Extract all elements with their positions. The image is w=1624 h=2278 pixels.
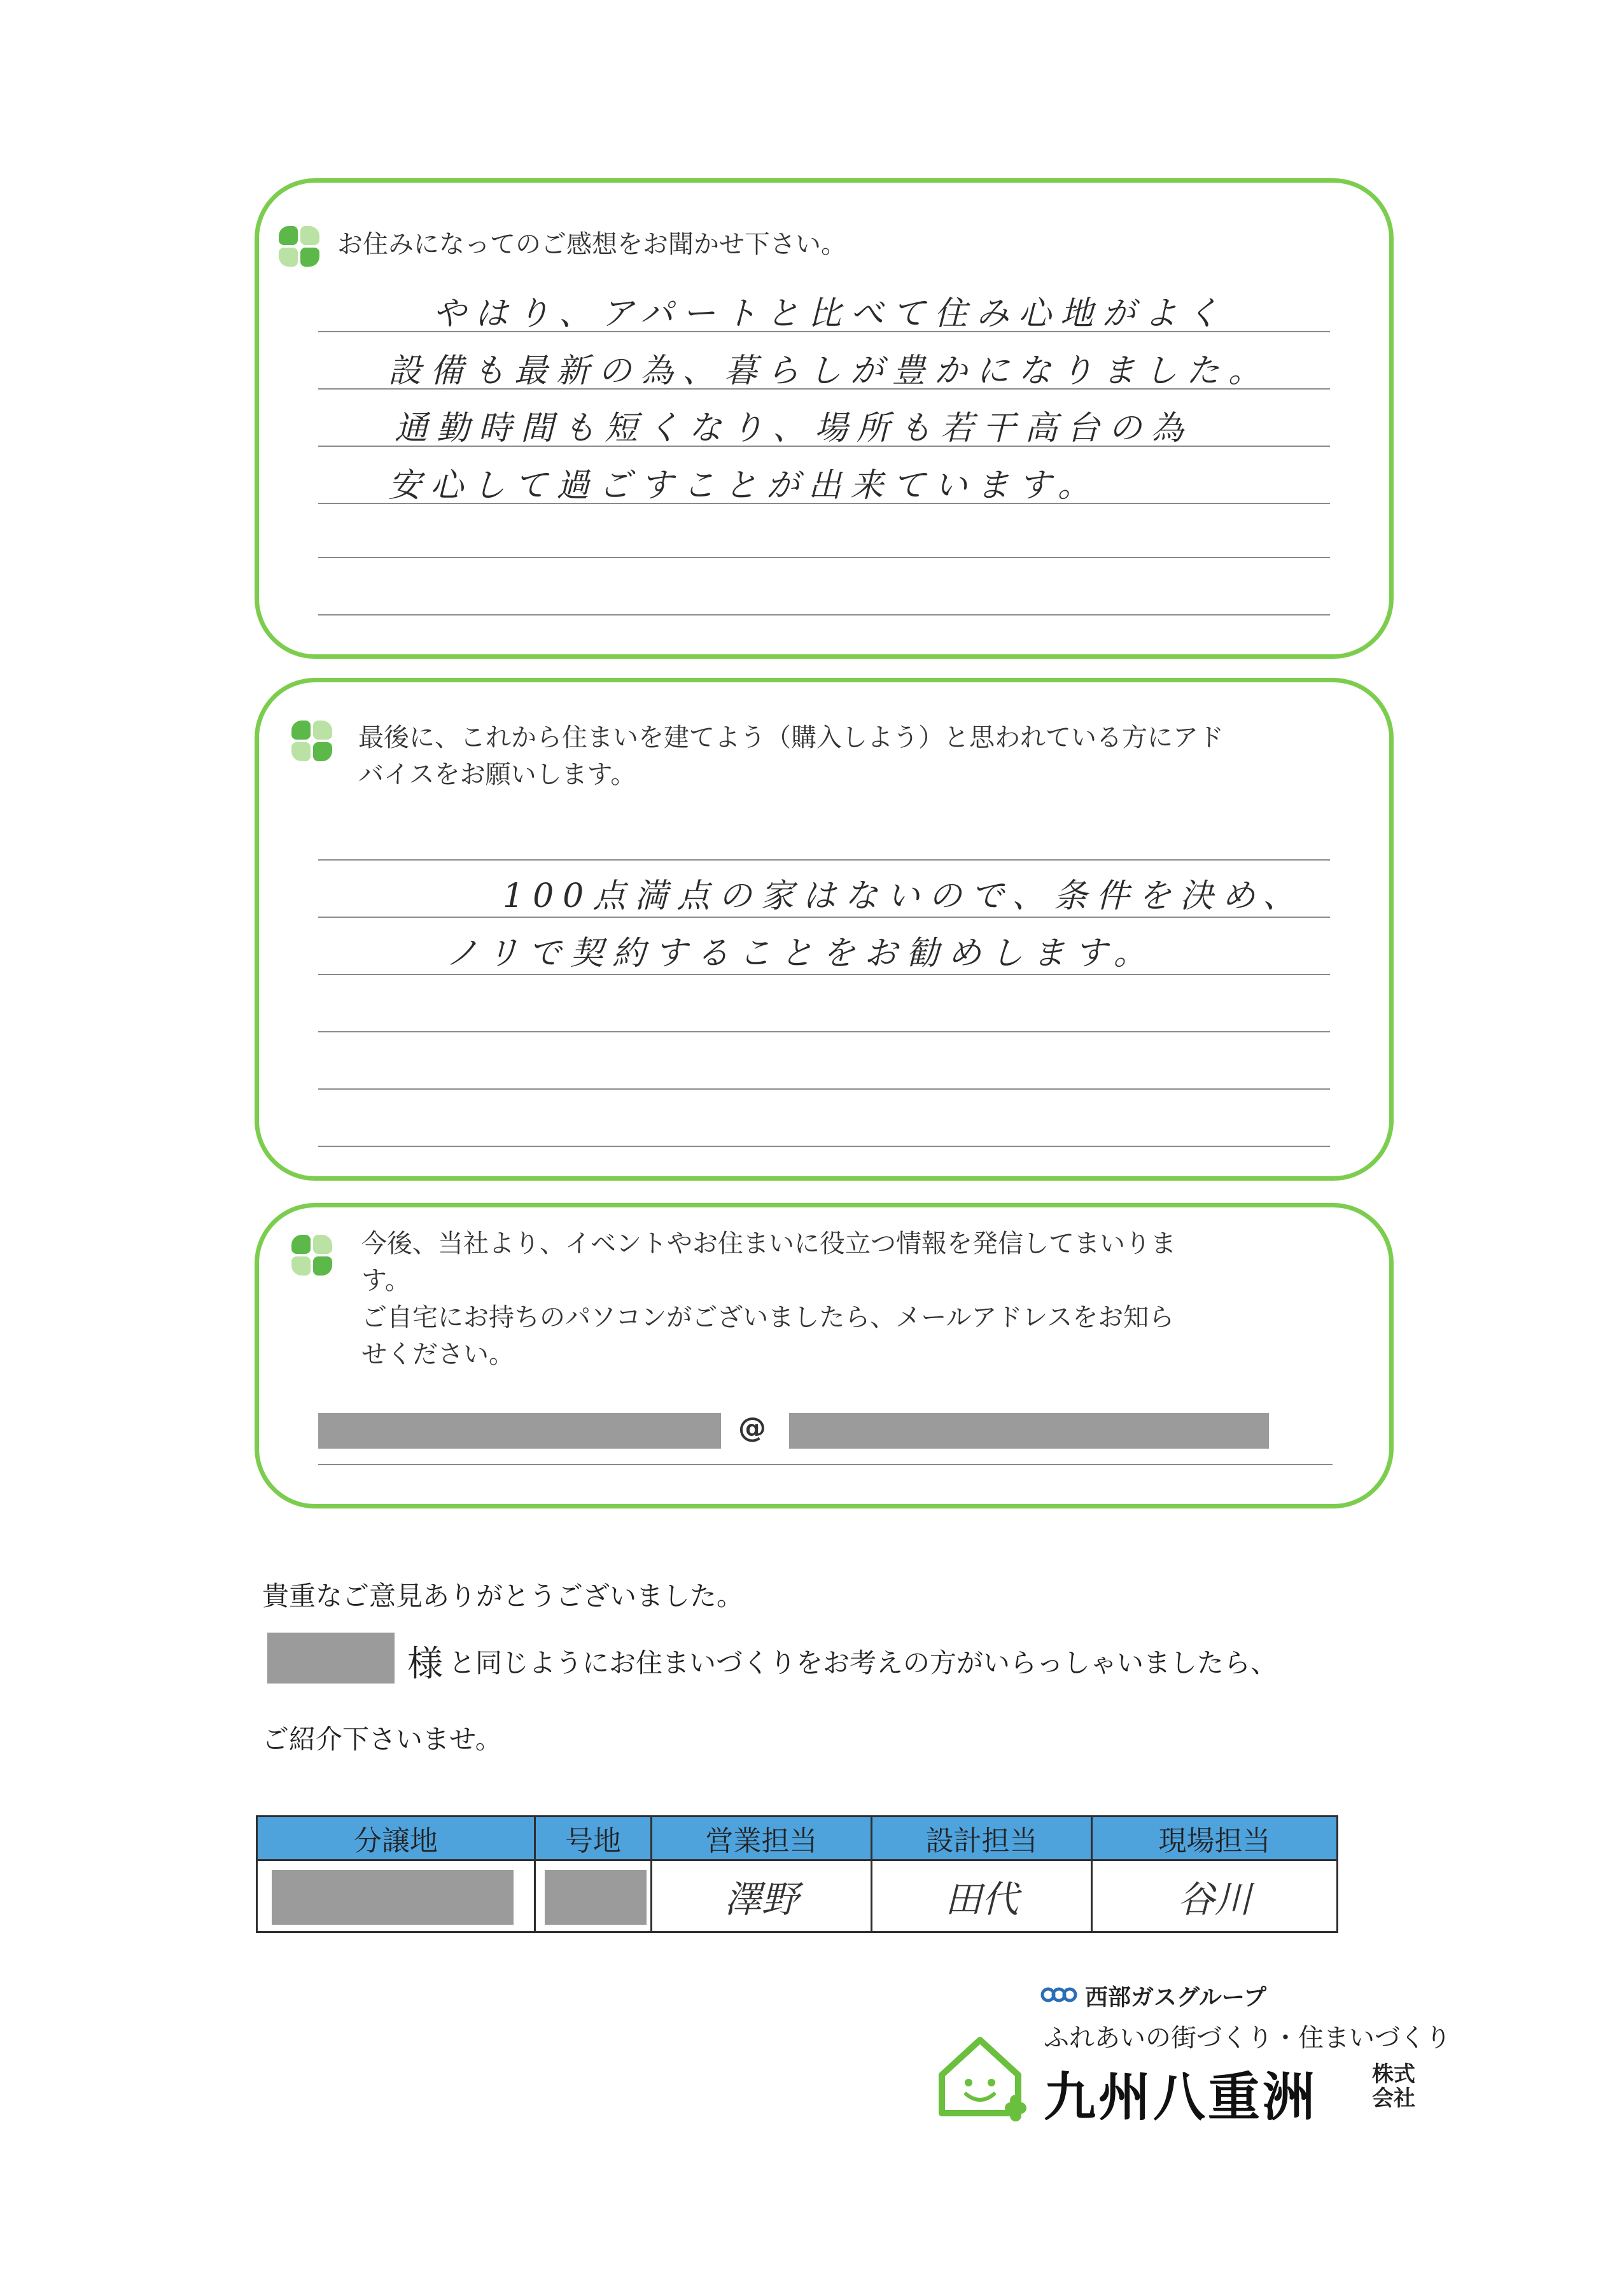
header-sales-staff: 営業担当	[652, 1817, 872, 1860]
cell-sales-staff	[652, 1860, 872, 1932]
lot-number-redacted	[545, 1870, 647, 1925]
ruled-line	[318, 1146, 1330, 1147]
ruled-line	[318, 1088, 1330, 1090]
ruled-line	[318, 859, 1330, 861]
header-design-staff: 設計担当	[872, 1817, 1092, 1860]
at-sign: @	[738, 1412, 766, 1444]
sales-staff-name: 澤野	[724, 1878, 799, 1921]
clover-icon	[291, 721, 332, 761]
handwritten-answer-line: やはり、アパートと比べて住み心地がよく	[433, 295, 1228, 333]
handwritten-answer-line: 100点満点の家はないので、条件を決め、	[503, 877, 1305, 915]
clover-icon	[279, 226, 319, 267]
header-site-staff: 現場担当	[1092, 1817, 1338, 1860]
lot-redacted	[272, 1870, 514, 1925]
referral-end-text: ご紹介下さいませ。	[262, 1724, 502, 1755]
thanks-text: 貴重なご意見ありがとうございました。	[262, 1580, 744, 1612]
customer-name-redacted	[267, 1633, 395, 1684]
handwritten-answer-line: 安心して過ごすことが出来ています。	[388, 467, 1100, 505]
group-name: 西部ガスグループ	[1085, 1985, 1267, 2011]
cell-site-staff	[1092, 1860, 1338, 1932]
honorific-sama: 様	[407, 1643, 443, 1685]
table-row	[257, 1860, 1338, 1932]
company-logo	[929, 1979, 1451, 2145]
ruled-line	[318, 917, 1330, 918]
header-lot-number: 号地	[535, 1817, 652, 1860]
company-name: 九州八重洲	[1044, 2067, 1318, 2128]
header-lot: 分譲地	[257, 1817, 535, 1860]
table-header-row	[257, 1817, 1338, 1860]
company-tagline: ふれあいの街づくり・住まいづくり	[1044, 2023, 1451, 2053]
cell-design-staff	[872, 1860, 1092, 1932]
handwritten-answer-line: 設備も最新の為、暮らしが豊かになりました。	[388, 352, 1271, 390]
email-domain-redacted	[789, 1413, 1269, 1449]
design-staff-name: 田代	[944, 1878, 1019, 1921]
cell-lot-number	[535, 1860, 652, 1932]
impressions-question: お住みになってのご感想をお聞かせ下さい。	[337, 230, 846, 259]
referral-text: と同じようにお住まいづくりをお考えの方がいらっしゃいましたら、	[449, 1647, 1278, 1678]
email-local-part-redacted	[318, 1413, 721, 1449]
handwritten-answer-line: ノリで契約することをお勧めします。	[445, 934, 1156, 973]
ruled-line	[318, 974, 1330, 975]
email-question: 今後、当社より、イベントやお住まいに役立つ情報を発信してまいりま す。 ご自宅にお持ちのパソコンがございましたら、メールアドレスをお知ら せください。	[361, 1229, 1176, 1369]
house-logo-icon	[929, 2024, 1031, 2126]
advice-question: 最後に、これから住まいを建てよう（購入しよう）と思われている方にアド バイスをお願いします。	[358, 723, 1224, 789]
site-staff-name: 谷川	[1177, 1878, 1252, 1921]
clover-icon	[291, 1235, 332, 1276]
ruled-line	[318, 557, 1330, 558]
ruled-line	[318, 1464, 1333, 1465]
ruled-line	[318, 614, 1330, 615]
cell-lot	[257, 1860, 535, 1932]
company-suffix: 株式 会社	[1372, 2062, 1415, 2111]
saibu-gas-mark-icon	[1040, 1982, 1077, 2007]
ruled-line	[318, 1031, 1330, 1032]
handwritten-answer-line: 通勤時間も短くなり、場所も若干高台の為	[395, 409, 1193, 447]
staff-table	[256, 1815, 1338, 1933]
